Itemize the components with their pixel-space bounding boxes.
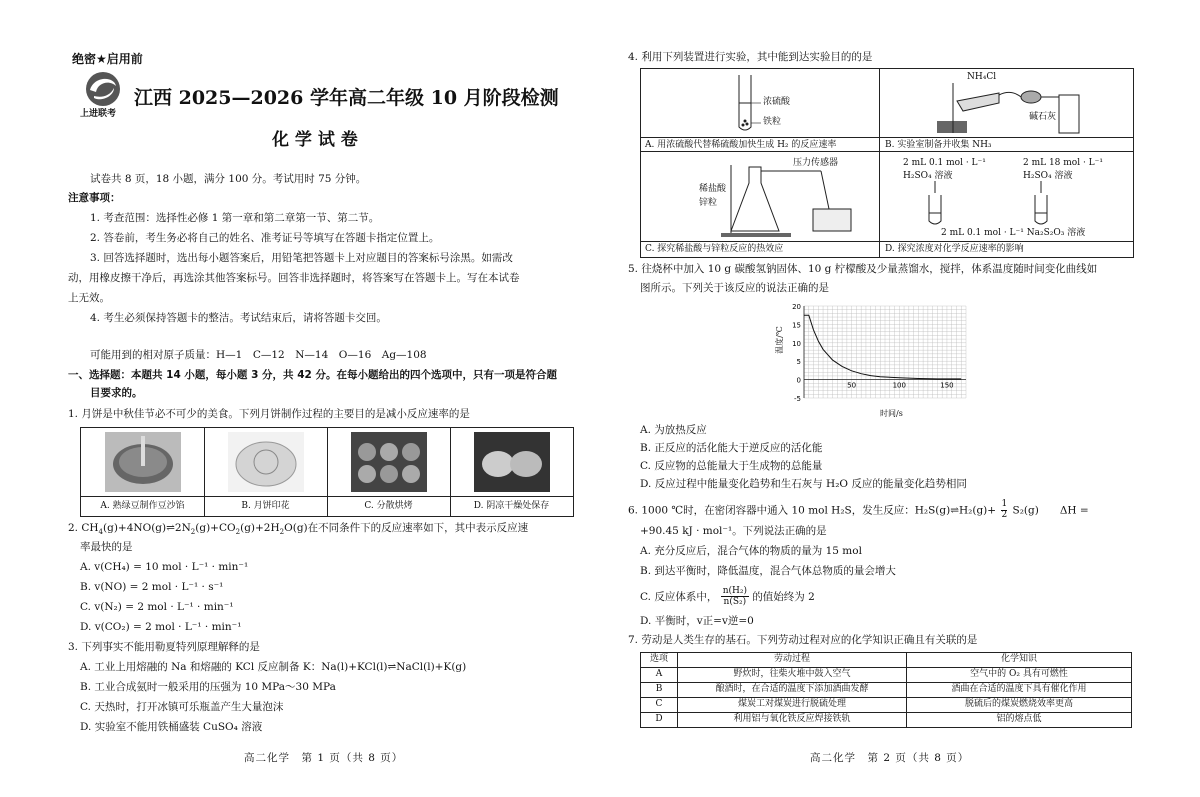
label-dilute-hcl: 稀盐酸 xyxy=(699,184,727,194)
q4-option-d: D. 探究浓度对化学反应速率的影响 xyxy=(885,244,1024,254)
section-1-heading-cont: 目要求的。 xyxy=(90,387,143,399)
q1-option-d: D. 阴凉干燥处保存 xyxy=(473,501,550,511)
note-4: 4. 考生必须保持答题卡的整洁。考试结束后，请将答题卡交回。 xyxy=(90,312,387,324)
q2-option-c: C. v(N₂) = 2 mol · L⁻¹ · min⁻¹ xyxy=(80,601,234,613)
page-2 xyxy=(600,0,1200,797)
table-cell: B xyxy=(641,683,678,698)
pressure-sensor-diagram xyxy=(721,161,861,239)
label-d2: H₂SO₄ 溶液 xyxy=(903,171,953,181)
x-tick-label: 150 xyxy=(940,381,954,390)
table-cell: 铝的熔点低 xyxy=(907,713,1132,728)
exam-intro: 试卷共 8 页，18 小题，满分 100 分。考试用时 75 分钟。 xyxy=(90,173,367,185)
logo-swirl-icon xyxy=(80,70,126,108)
table-header: 劳动过程 xyxy=(678,653,907,668)
label-iron-particles: 铁粒 xyxy=(763,117,782,127)
label-pressure-sensor: 压力传感器 xyxy=(793,158,839,168)
table-cell: 酒曲在合适的温度下具有催化作用 xyxy=(907,683,1132,698)
x-tick-label: 100 xyxy=(892,381,906,390)
note-1: 1. 考查范围：选择性必修 1 第一章和第二章第一节、第二节。 xyxy=(90,212,380,224)
label-zinc: 锌粒 xyxy=(699,198,718,208)
label-d5: 2 mL 0.1 mol · L⁻¹ Na₂S₂O₃ 溶液 xyxy=(941,228,1086,238)
q5-option-b: B. 正反应的活化能大于逆反应的活化能 xyxy=(640,442,823,454)
q3-stem: 3. 下列事实不能用勒夏特列原理解释的是 xyxy=(68,641,260,653)
notes-title: 注意事项： xyxy=(68,192,121,204)
bean-paste-photo xyxy=(105,432,181,492)
q6-fraction: $\frac{1}{2}$ xyxy=(1001,499,1008,520)
table-row xyxy=(641,713,1132,728)
table-cell: 煤炭工对煤炭进行脱硫处理 xyxy=(678,698,907,713)
table-cell: 空气中的 O₂ 具有可燃性 xyxy=(907,668,1132,683)
q6-option-d: D. 平衡时，v正=v逆=0 xyxy=(640,615,754,627)
x-tick-label: 50 xyxy=(847,381,857,390)
table-header: 化学知识 xyxy=(907,653,1132,668)
q4-option-c: C. 探究稀盐酸与锌粒反应的热效应 xyxy=(645,244,784,254)
q1-stem: 1. 月饼是中秋佳节必不可少的美食。下列月饼制作过程的主要目的是减小反应速率的是 xyxy=(68,408,470,420)
q6-option-b: B. 到达平衡时，降低温度，混合气体总物质的量会增大 xyxy=(640,565,896,577)
ammonia-apparatus-diagram xyxy=(935,81,1085,137)
table-cell: D xyxy=(641,713,678,728)
q2-option-d: D. v(CO₂) = 2 mol · L⁻¹ · min⁻¹ xyxy=(80,621,242,633)
note-2: 2. 答卷前，考生务必将自己的姓名、准考证号等填写在答题卡指定位置上。 xyxy=(90,232,440,244)
label-d1: 2 mL 0.1 mol · L⁻¹ xyxy=(903,158,986,168)
test-tube-diagram xyxy=(731,73,761,135)
q4-option-a: A. 用浓硫酸代替稀硫酸加快生成 H₂ 的反应速率 xyxy=(645,140,837,150)
q6-option-a: A. 充分反应后，混合气体的物质的量为 15 mol xyxy=(640,545,862,557)
storage-photo xyxy=(474,432,550,492)
q2-stem: 2. $CH_4(g)+4NO(g)\rightleftharpoons 2N_2(g)+CO_2(g)+2H_2O(g)$在不同条件下的反应速率如下，其中表示反应速 xyxy=(68,522,529,537)
q1-option-a: A. 熟绿豆制作豆沙馅 xyxy=(100,501,185,511)
q3-option-d: D. 实验室不能用铁桶盛装 CuSO₄ 溶液 xyxy=(80,721,263,733)
label-soda-lime: 碱石灰 xyxy=(1029,112,1057,122)
page-footer: 高二化学 第 2 页（共 8 页） xyxy=(810,752,970,764)
temperature-chart-svg xyxy=(770,300,980,420)
q4-option-table xyxy=(640,68,1134,258)
q3-option-b: B. 工业合成氨时一般采用的压强为 10 MPa～30 MPa xyxy=(80,681,336,693)
label-d3: 2 mL 18 mol · L⁻¹ xyxy=(1023,158,1104,168)
temperature-chart xyxy=(770,300,980,420)
note-3a: 3. 回答选择题时，选出每小题答案后，用铅笔把答题卡上对应题目的答案标号涂黑。如需改 xyxy=(90,252,513,264)
y-tick-label: 15 xyxy=(792,321,801,330)
y-tick-label: 10 xyxy=(792,339,801,348)
table-row xyxy=(641,668,1132,683)
q5-option-c: C. 反应物的总能量大于生成物的总能量 xyxy=(640,460,823,472)
mooncake-print-photo xyxy=(228,432,304,492)
chart-xlabel: 时间/s xyxy=(880,409,903,418)
chart-ylabel: 温度/℃ xyxy=(774,326,784,354)
table-row xyxy=(641,683,1132,698)
note-3c: 上无效。 xyxy=(68,292,110,304)
q5-stem: 5. 往烧杯中加入 10 g 碳酸氢钠固体、10 g 柠檬酸及少量蒸馏水，搅拌，体系温度随时间变化曲线如 xyxy=(628,263,1098,275)
q2-option-a: A. v(CH₄) = 10 mol · L⁻¹ · min⁻¹ xyxy=(80,561,249,573)
y-tick-label: 0 xyxy=(796,376,801,385)
table-cell: 脱硫后的煤炭燃烧效率更高 xyxy=(907,698,1132,713)
table-header-row xyxy=(641,653,1132,668)
q4-stem: 4. 利用下列装置进行实验，其中能到达实验目的的是 xyxy=(628,51,873,63)
label-d4: H₂SO₄ 溶液 xyxy=(1023,171,1073,181)
label-nh4cl: NH₄Cl xyxy=(967,72,997,82)
confidential-label: 绝密★启用前 xyxy=(72,52,143,66)
exam-title: 江西 2025—2026 学年高二年级 10 月阶段检测 xyxy=(134,87,559,109)
q5-option-d: D. 反应过程中能量变化趋势和生石灰与 H₂O 反应的能量变化趋势相同 xyxy=(640,478,967,490)
table-cell: 利用铝与氧化铁反应焊接铁轨 xyxy=(678,713,907,728)
q1-option-table xyxy=(80,427,574,517)
section-1-heading: 一、选择题：本题共 14 小题，每小题 3 分，共 42 分。在每小题给出的四个选项中，只有一项是符合题 xyxy=(68,369,557,381)
page-footer: 高二化学 第 1 页（共 8 页） xyxy=(244,752,404,764)
note-3b: 动，用橡皮擦干净后，再选涂其他答案标号。回答非选择题时，将答案写在答题卡上。写在本试卷 xyxy=(68,272,520,284)
y-tick-label: -5 xyxy=(794,395,801,403)
label-conc-sulfuric: 浓硫酸 xyxy=(763,97,791,107)
y-tick-label: 20 xyxy=(792,303,801,311)
logo-text: 上进联考 xyxy=(80,109,117,119)
temperature-series-line xyxy=(804,315,961,379)
baking-photo xyxy=(351,432,427,492)
table-row xyxy=(641,698,1132,713)
table-cell: A xyxy=(641,668,678,683)
subject-title: 化 学 试 卷 xyxy=(272,130,358,150)
q6-c-fraction: $\frac{\text{n(H₂)}}{\text{n(S₂)}}$ xyxy=(722,586,747,608)
q1-option-c: C. 分散烘烤 xyxy=(364,501,413,511)
q2-stem-cont: 率最快的是 xyxy=(80,541,133,553)
q1-option-b: B. 月饼印花 xyxy=(241,501,290,511)
reaction-rate-tubes-diagram xyxy=(921,181,1081,227)
q7-table xyxy=(640,652,1132,728)
table-cell: C xyxy=(641,698,678,713)
q6-stem: 6. 1000 ℃时，在密闭容器中通入 10 mol H₂S，发生反应：H₂S(g)⇌H₂(g)+ $\frac{1}{2}$ S₂(g) ΔH = xyxy=(628,499,1089,520)
q3-option-a: A. 工业上用熔融的 Na 和熔融的 KCl 反应制备 K：Na(l)+KCl(l)⇌NaCl(l)+K(g) xyxy=(80,661,467,673)
q3-option-c: C. 天热时，打开冰镇可乐瓶盖产生大量泡沫 xyxy=(80,701,284,713)
q6-option-c: C. 反应体系中， $\frac{\text{n(H₂)}}{\text{n(S₂)}}$ 的值始终为 2 xyxy=(640,586,815,608)
q2-option-b: B. v(NO) = 2 mol · L⁻¹ · s⁻¹ xyxy=(80,581,224,593)
q5-stem-cont: 图所示。下列关于该反应的说法正确的是 xyxy=(640,282,829,294)
y-tick-label: 5 xyxy=(796,358,801,367)
q7-stem: 7. 劳动是人类生存的基石。下列劳动过程对应的化学知识正确且有关联的是 xyxy=(628,634,978,646)
q5-option-a: A. 为放热反应 xyxy=(640,424,707,436)
table-cell: 酿酒时，在合适的温度下添加酒曲发酵 xyxy=(678,683,907,698)
atomic-masses: 可能用到的相对原子质量：H—1 C—12 N—14 O—16 Ag—108 xyxy=(90,349,427,361)
table-cell: 野炊时，往柴火堆中鼓入空气 xyxy=(678,668,907,683)
q4-option-b: B. 实验室制备并收集 NH₃ xyxy=(885,140,992,150)
logo xyxy=(80,70,126,122)
q6-stem-cont: +90.45 kJ · mol⁻¹。下列说法正确的是 xyxy=(640,525,827,537)
table-header: 选项 xyxy=(641,653,678,668)
